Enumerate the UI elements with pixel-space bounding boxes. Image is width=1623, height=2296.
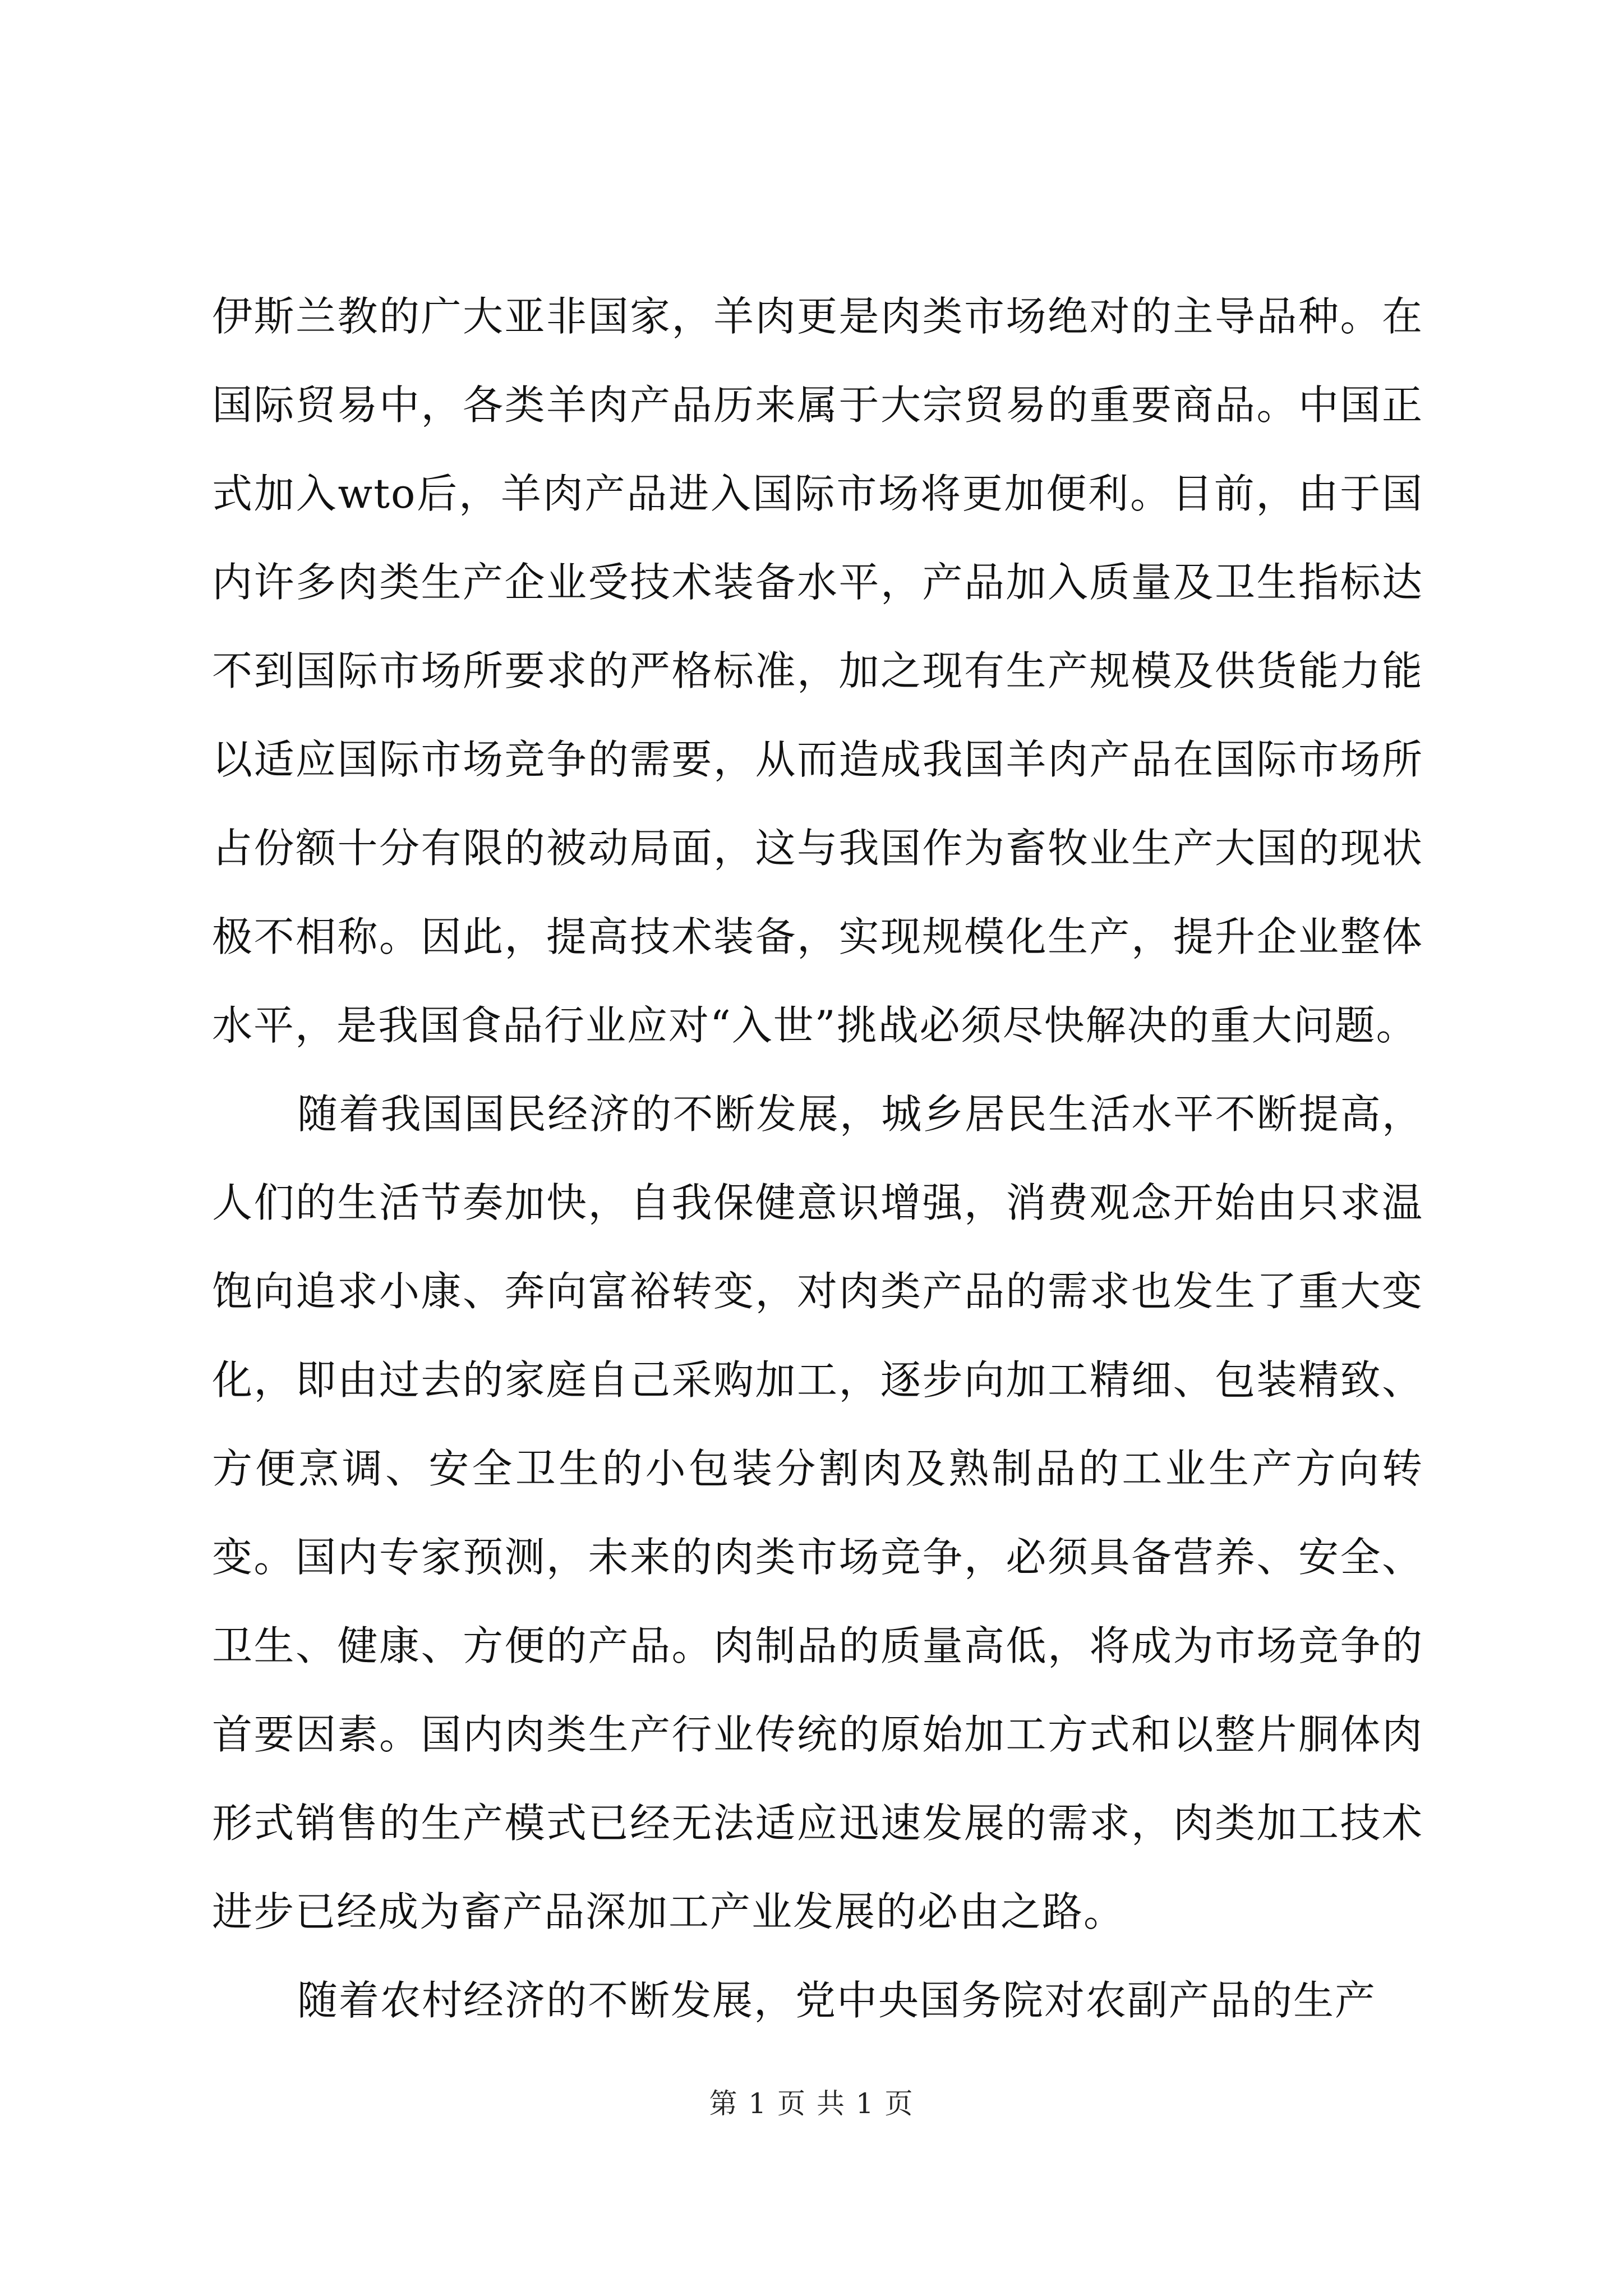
paragraph-1: 伊斯兰教的广大亚非国家，羊肉更是肉类市场绝对的主导品种。在国际贸易中，各类羊肉产品历来属于大宗贸易的重要商品。中国正式加入wto后，羊肉产品进入国际市场将更加便利。目前，由于国内许多肉类生产企业受技术装备水平，产品加入质量及卫生指标达不到国际市场所要求的严格标准，加之现有生产规模及供货能力能以适应国际市场竞争的需要，从而造成我国羊肉产品在国际市场所占份额十分有限的被动局面，这与我国作为畜牧业生产大国的现状极不相称。因此，提高技术装备，实现规模化生产，提升企业整体水平，是我国食品行业应对“入世”挑战必须尽快解决的重大问题。 [212,293,1423,1049]
page-footer: 第 1 页 共 1 页 [709,2087,914,2120]
paragraph-2: 随着我国国民经济的不断发展，城乡居民生活水平不断提高，人们的生活节奏加快，自我保健意识增强，消费观念开始由只求温饱向追求小康、奔向富裕转变，对肉类产品的需求也发生了重大变化，即由过去的家庭自己采购加工，逐步向加工精细、包装精致、方便烹调、安全卫生的小包装分割肉及熟制品的工业生产方向转变。国内专家预测，未来的肉类市场竞争，必须具备营养、安全、卫生、健康、方便的产品。肉制品的质量高低，将成为市场竞争的首要因素。国内肉类生产行业传统的原始加工方式和以整片胴体肉形式销售的生产模式已经无法适应迅速发展的需求，肉类加工技术进步已经成为畜产品深加工产业发展的必由之路。 [212,1091,1423,1935]
paragraph-3: 随着农村经济的不断发展，党中央国务院对农副产品的生产 [297,1977,1377,2024]
document-body [212,272,1423,2045]
